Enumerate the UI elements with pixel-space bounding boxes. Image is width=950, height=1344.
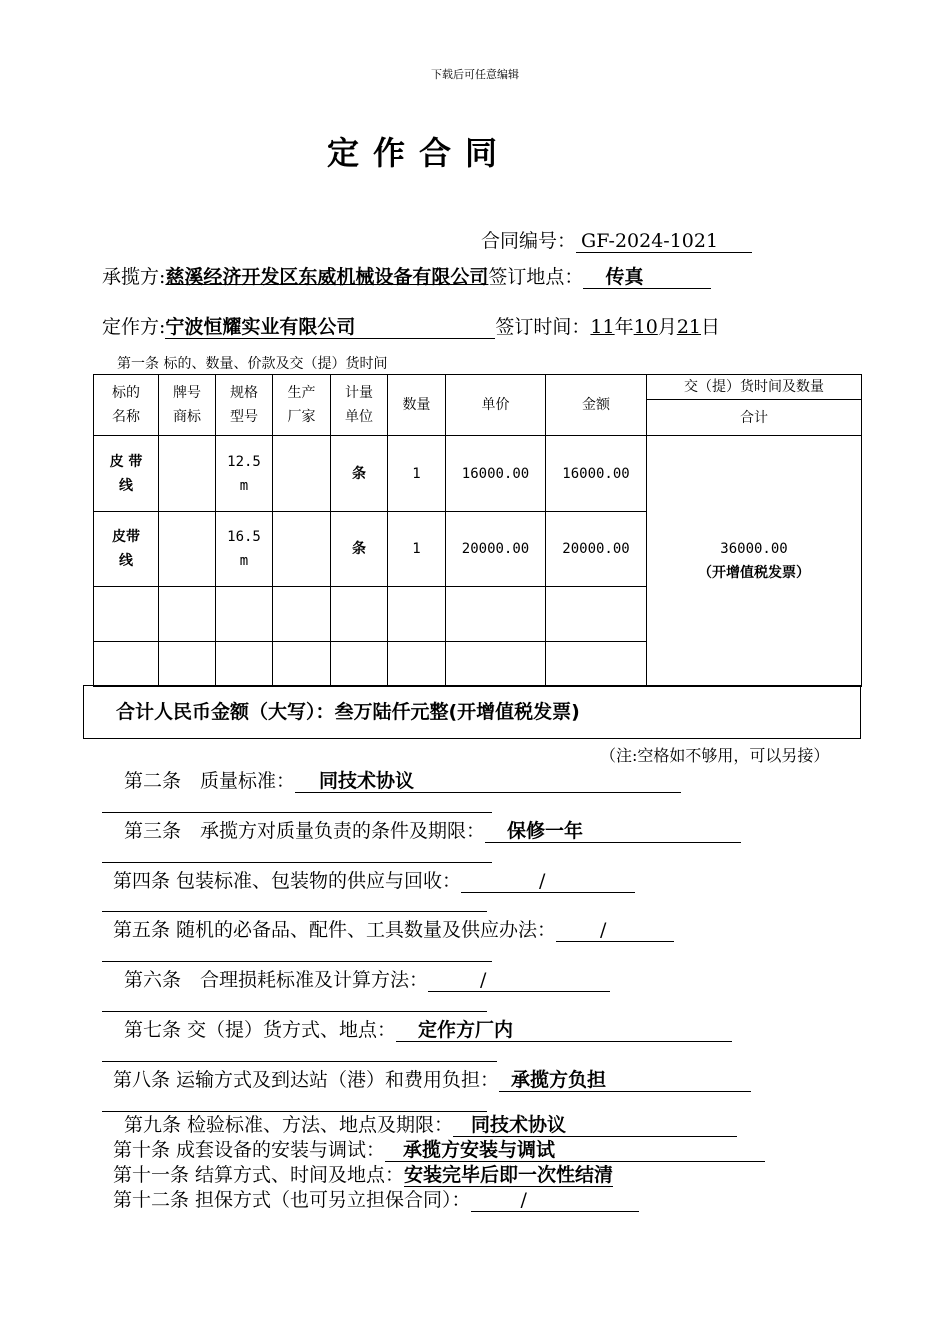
article-value: / (471, 1190, 639, 1212)
article-value: 承揽方负担 (499, 1070, 751, 1092)
article-label: 第九条 检验标准、方法、地点及期限： (124, 1114, 454, 1136)
cell-quantity: 1 (388, 436, 446, 512)
article-label: 第八条 运输方式及到达站（港）和费用负担： (113, 1069, 500, 1091)
article-value: / (428, 970, 610, 992)
contract-number-row (481, 226, 752, 253)
article-value: 定作方厂内 (396, 1020, 732, 1042)
article-value: / (461, 871, 635, 893)
blank-line (102, 1061, 497, 1062)
header-quantity: 数量 (388, 375, 446, 436)
header-spec: 规格 型号 (216, 375, 273, 436)
article-label: 第十一条 结算方式、时间及地点： (113, 1164, 405, 1186)
contractor-row (102, 262, 711, 289)
article-label: 第五条 随机的必备品、配件、工具数量及供应办法： (113, 919, 557, 941)
article-4 (113, 866, 635, 893)
sign-place-value: 传真 (583, 267, 711, 289)
article-label: 第六条 合理损耗标准及计算方法： (124, 969, 429, 991)
total-value: 36000.00 (720, 541, 788, 557)
article-value: 保修一年 (485, 821, 741, 843)
space-note: （注:空格如不够用，可以另接） (600, 746, 830, 765)
blank-line (102, 1011, 487, 1012)
article-2 (124, 766, 681, 793)
article-label: 第十条 成套设备的安装与调试： (113, 1139, 386, 1161)
article-12 (113, 1188, 639, 1212)
cell-price: 16000.00 (446, 436, 546, 512)
cell-total (647, 436, 862, 687)
contract-number-label: 合同编号： (481, 230, 577, 252)
cell-quantity: 1 (388, 512, 446, 587)
year-char: 年 (614, 316, 634, 338)
blank-line (102, 812, 492, 813)
header-delivery: 交（提）货时间及数量 (647, 375, 862, 400)
cell-unit: 条 (331, 436, 388, 512)
article-10 (113, 1138, 765, 1162)
sign-place-label: 签订地点： (488, 266, 584, 288)
cell-spec: 12.5 m (216, 436, 273, 512)
client-name: 宁波恒耀实业有限公司 (165, 317, 495, 339)
cell-maker (273, 512, 331, 587)
header-maker: 生产 厂家 (273, 375, 331, 436)
article-6 (124, 965, 610, 992)
article-value: / (556, 920, 674, 942)
contract-number-value: GF-2024-1021 (576, 231, 752, 253)
cell-amount: 16000.00 (546, 436, 647, 512)
article-5 (113, 915, 674, 942)
article-11 (113, 1163, 613, 1187)
goods-table (93, 374, 862, 687)
header-brand: 牌号 商标 (159, 375, 216, 436)
article-label: 第二条 质量标准： (124, 770, 296, 792)
blank-line (102, 961, 492, 962)
article-8 (113, 1065, 751, 1092)
header-unit: 计量 单位 (331, 375, 388, 436)
article-value: 同技术协议 (295, 771, 681, 793)
document-title: 定作合同 (327, 134, 512, 172)
cell-unit: 条 (331, 512, 388, 587)
article-label: 第四条 包装标准、包装物的供应与回收： (113, 870, 462, 892)
header-amount: 金额 (546, 375, 647, 436)
blank-line (102, 1111, 487, 1112)
sign-year: 11 (590, 316, 615, 338)
total-note: （开增值税发票） (698, 565, 810, 581)
header-note: 下载后可任意编辑 (431, 68, 519, 81)
client-row (102, 312, 720, 339)
cell-name: 皮 带 线 (94, 436, 159, 512)
blank-line (102, 911, 487, 912)
cell-price: 20000.00 (446, 512, 546, 587)
cell-spec: 16.5 m (216, 512, 273, 587)
sign-day: 21 (676, 316, 702, 338)
header-name: 标的 名称 (94, 375, 159, 436)
table-row (94, 436, 862, 512)
sign-time-label: 签订时间： (495, 316, 591, 338)
cell-brand (159, 436, 216, 512)
contractor-label: 承揽方: (102, 266, 166, 288)
total-rmb-box: 合计人民币金额（大写）：叁万陆仟元整(开增值税发票) (83, 685, 861, 739)
month-char: 月 (657, 316, 677, 338)
article-label: 第三条 承揽方对质量负责的条件及期限： (124, 820, 486, 842)
article-value: 承揽方安装与调试 (385, 1140, 765, 1162)
cell-maker (273, 436, 331, 512)
article-label: 第十二条 担保方式（也可另立担保合同）： (113, 1189, 471, 1211)
cell-name: 皮带 线 (94, 512, 159, 587)
contractor-name: 慈溪经济开发区东威机械设备有限公司 (165, 266, 489, 288)
client-label: 定作方: (102, 316, 166, 338)
header-price: 单价 (446, 375, 546, 436)
day-char: 日 (701, 316, 721, 338)
header-total: 合计 (647, 400, 862, 436)
article-9 (124, 1113, 737, 1137)
article-value: 同技术协议 (453, 1115, 737, 1137)
cell-amount: 20000.00 (546, 512, 647, 587)
article-value: 安装完毕后即一次性结清 (404, 1164, 614, 1186)
sign-month: 10 (633, 316, 658, 338)
article-3 (124, 816, 741, 843)
cell-brand (159, 512, 216, 587)
article-label: 第七条 交（提）货方式、地点： (124, 1019, 397, 1041)
article-7 (124, 1015, 732, 1042)
article-1-heading: 第一条 标的、数量、价款及交（提）货时间 (117, 356, 388, 372)
blank-line (102, 862, 492, 863)
